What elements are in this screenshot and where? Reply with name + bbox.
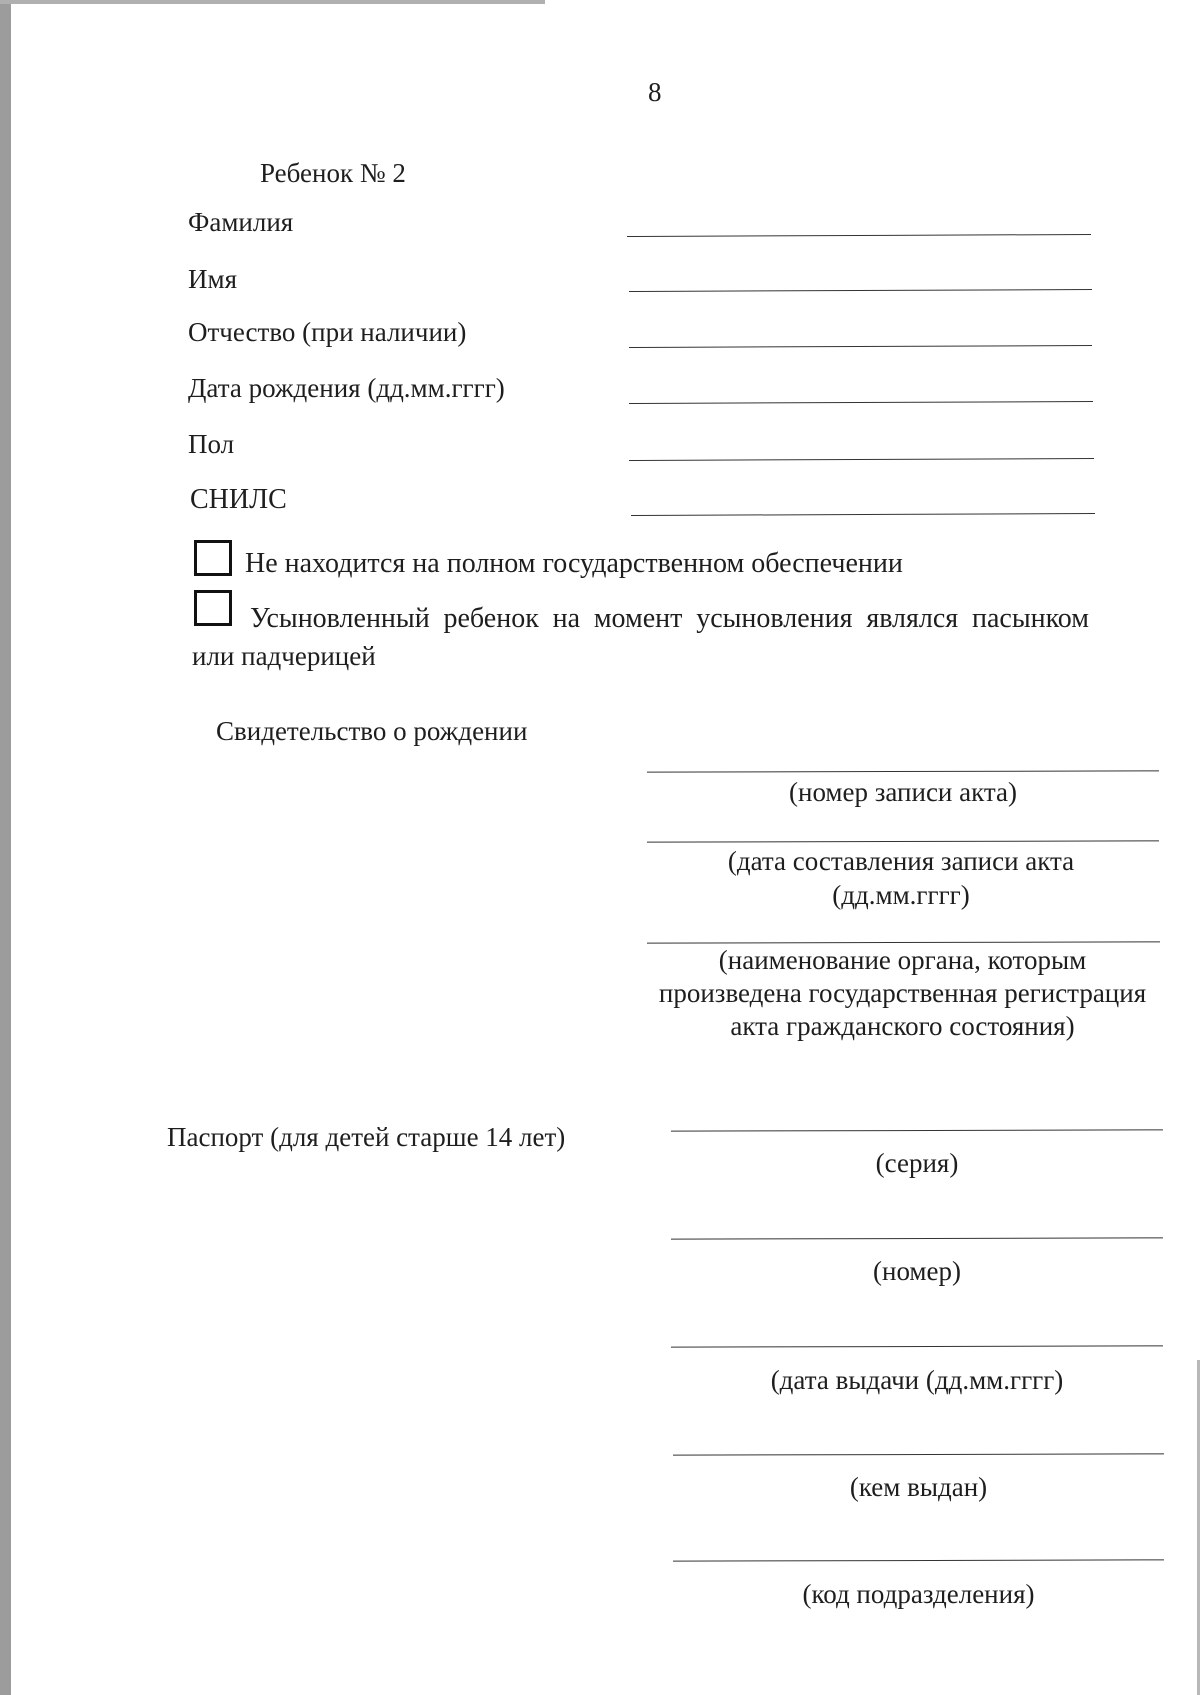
birth-certificate-title: Свидетельство о рождении bbox=[216, 716, 528, 746]
scan-edge-top bbox=[0, 0, 545, 4]
passport-division-code-caption: (код подразделения) bbox=[802, 1579, 1035, 1609]
passport-issue-date-field[interactable] bbox=[671, 1345, 1163, 1347]
passport-issue-date-caption: (дата выдачи (дд.мм.гггг) bbox=[770, 1365, 1064, 1395]
record-date-caption-line1: (дата составления записи акта bbox=[727, 846, 1075, 876]
last-name-field[interactable] bbox=[627, 234, 1091, 237]
field-label-patronymic: Отчество (при наличии) bbox=[188, 317, 467, 347]
page-number: 8 bbox=[648, 77, 662, 107]
field-label-first-name: Имя bbox=[188, 264, 238, 294]
first-name-field[interactable] bbox=[629, 289, 1092, 292]
passport-number-caption: (номер) bbox=[873, 1256, 961, 1286]
passport-division-code-field[interactable] bbox=[673, 1559, 1164, 1561]
child-heading: Ребенок № 2 bbox=[260, 158, 406, 188]
record-date-caption-line2: (дд.мм.гггг) bbox=[832, 880, 970, 910]
record-number-caption: (номер записи акта) bbox=[789, 777, 1017, 807]
sex-field[interactable] bbox=[629, 458, 1094, 461]
state-support-checkbox[interactable] bbox=[194, 540, 232, 576]
record-number-field[interactable] bbox=[647, 770, 1159, 772]
authority-caption-line3: акта гражданского состояния) bbox=[730, 1011, 1075, 1041]
patronymic-field[interactable] bbox=[629, 345, 1092, 348]
passport-number-field[interactable] bbox=[671, 1237, 1163, 1239]
stepchild-label-line1: Усыновленный ребенок на момент усыновления являлся пасынком bbox=[250, 603, 1089, 634]
passport-issued-by-caption: (кем выдан) bbox=[849, 1472, 988, 1502]
scan-edge-left bbox=[0, 0, 11, 1695]
stepchild-label-line2: или падчерицей bbox=[192, 641, 376, 671]
field-label-last-name: Фамилия bbox=[188, 207, 294, 237]
passport-title: Паспорт (для детей старше 14 лет) bbox=[167, 1122, 566, 1152]
authority-caption-line2: произведена государственная регистрация bbox=[658, 978, 1147, 1008]
record-date-field[interactable] bbox=[647, 840, 1159, 842]
field-label-snils: СНИЛС bbox=[190, 484, 287, 515]
snils-field[interactable] bbox=[631, 513, 1095, 516]
passport-series-field[interactable] bbox=[671, 1129, 1163, 1131]
passport-series-caption: (серия) bbox=[875, 1148, 959, 1178]
authority-caption-line1: (наименование органа, которым bbox=[718, 945, 1087, 975]
state-support-label: Не находится на полном государственном обеспечении bbox=[245, 548, 903, 579]
birth-date-field[interactable] bbox=[629, 401, 1093, 404]
field-label-sex: Пол bbox=[188, 429, 235, 459]
passport-issued-by-field[interactable] bbox=[673, 1453, 1164, 1455]
stepchild-checkbox[interactable] bbox=[194, 590, 232, 626]
field-label-birth-date: Дата рождения (дд.мм.гггг) bbox=[188, 373, 505, 403]
